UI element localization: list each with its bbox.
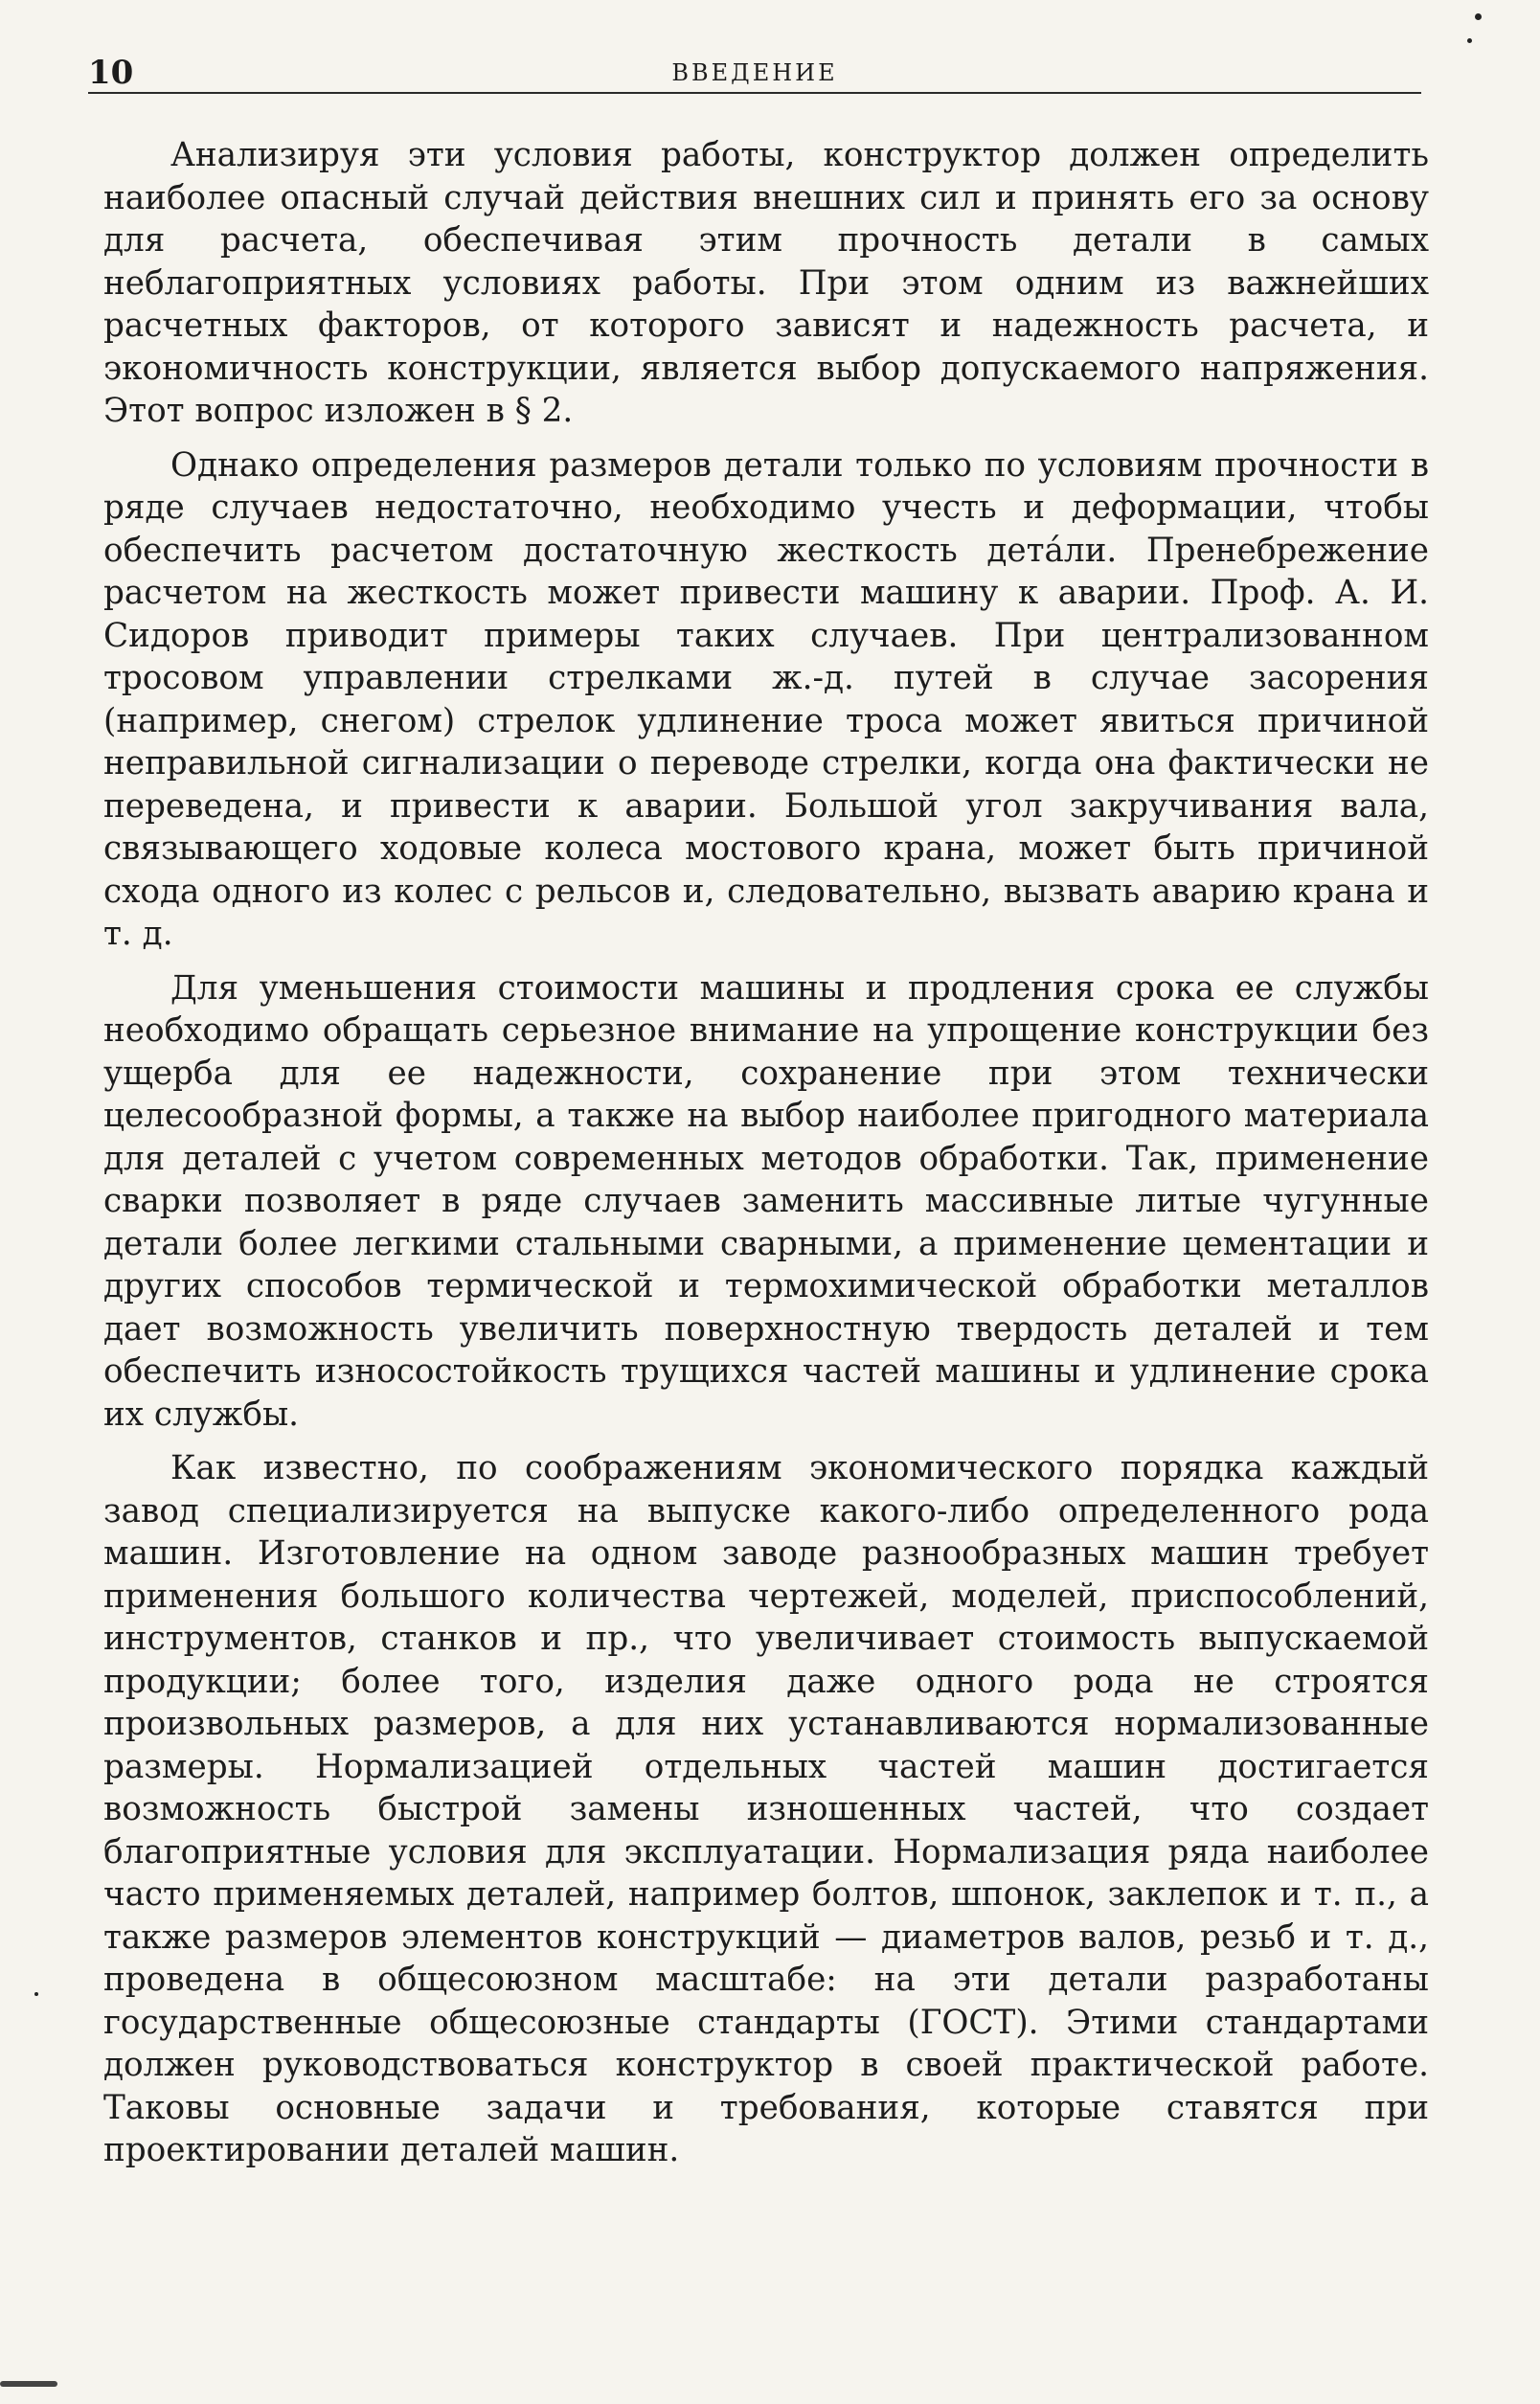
body-text <box>103 134 1429 2184</box>
scan-speck <box>1467 38 1472 43</box>
scan-speck <box>34 1992 38 1996</box>
scan-speck <box>1475 13 1482 20</box>
scan-speck <box>0 2381 57 2387</box>
page-number: 10 <box>88 54 134 92</box>
running-title: ВВЕДЕНИЕ <box>671 59 838 86</box>
page-header <box>88 54 1421 92</box>
paragraph-1: Анализируя эти условия работы, конструктор должен определить наиболее опасный случай действия внешних сил и принять его за основу для расчета, обеспечивая этим прочность детали в самых неблагоприятных условиях работы. При этом одним из важнейших расчетных факторов, от которого зависят и надежность расчета, и экономичность конструкции, является выбор допускаемого напряжения. Этот вопрос изложен в § 2. <box>103 136 1429 430</box>
header-rule <box>88 92 1421 94</box>
paragraph-2: Однако определения размеров детали только по условиям прочности в ряде случаев недостаточно, необходимо учесть и деформации, чтобы обеспечить расчетом достаточную жесткость детáли. Пренебрежение расчетом на жесткость может привести машину к аварии. Проф. А. И. Сидоров приводит примеры таких случаев. При централизованном тросовом управлении стрелками ж.-д. путей в случае засорения (например, снегом) стрелок удлинение троса может явиться причиной неправильной сигнализации о переводе стрелки, когда она фактически не переведена, и привести к аварии. Большой угол закручивания вала, связывающего ходовые колеса мостового крана, может быть причиной схода одного из колес с рельсов и, следовательно, вызвать аварию крана и т. д. <box>103 445 1429 953</box>
paragraph-4: Как известно, по соображениям экономического порядка каждый завод специализируется на выпуске какого-либо определенного рода машин. Изготовление на одном заводе разнообразных машин требует применения большого количества чертежей, моделей, приспособлений, инструментов, станков и пр., что увеличивает стоимость выпускаемой продукции; более того, изделия даже одного рода не строятся произвольных размеров, а для них устанавливаются нормализованные размеры. Нормализацией отдельных частей машин достигается возможность быстрой замены изношенных частей, что создает благоприятные условия для эксплуатации. Нормализация ряда наиболее часто применяемых деталей, например болтов, шпонок, заклепок и т. п., а также размеров элементов конструкций — диаметров валов, резьб и т. д., проведена в общесоюзном масштабе: на эти детали разработаны государственные общесоюзные стандарты (ГОСТ). Этими стандартами должен руководствоваться конструктор в своей практической работе. Таковы основные задачи и требования, которые ставятся при проектировании деталей машин. <box>103 1449 1429 2169</box>
paragraph-3: Для уменьшения стоимости машины и продления срока ее службы необходимо обращать серьезное внимание на упрощение конструкции без ущерба для ее надежности, сохранение при этом технически целесообразной формы, а также на выбор наиболее пригодного материала для деталей с учетом современных методов обработки. Так, применение сварки позволяет в ряде случаев заменить массивные литые чугунные детали более легкими стальными сварными, а применение цементации и других способов термической и термохимической обработки металлов дает возможность увеличить поверхностную твердость деталей и тем обеспечить износостойкость трущихся частей машины и удлинение срока их службы. <box>103 968 1429 1434</box>
